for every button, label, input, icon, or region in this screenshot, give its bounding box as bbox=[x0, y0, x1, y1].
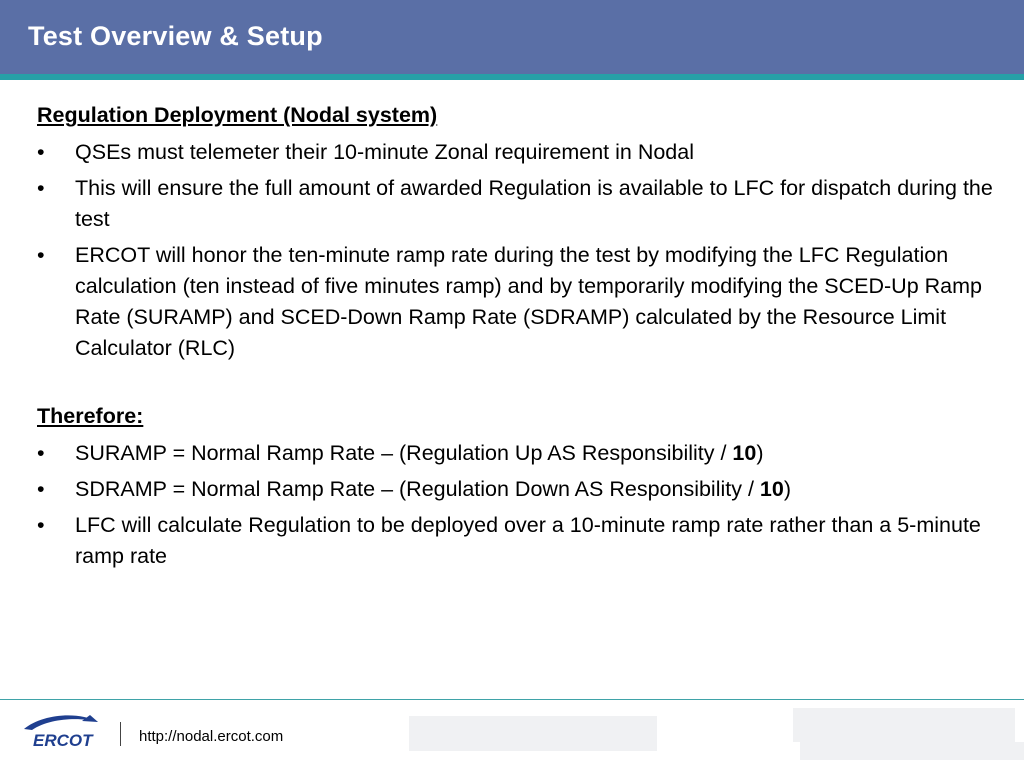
title-bar bbox=[0, 0, 1024, 74]
suramp-formula-text: SURAMP = Normal Ramp Rate – (Regulation Up AS Responsibility / bbox=[75, 441, 733, 465]
bullet-list-therefore bbox=[37, 438, 997, 572]
bullet-dot: • bbox=[37, 243, 45, 267]
bullet-text: ERCOT will honor the ten-minute ramp rate during the test by modifying the LFC Regulation calculation (ten instead of five minutes ramp) and by temporarily modifying the SCED-Up Ramp Rate (SURAMP) and SCED-Down Ramp Rate (SDRAMP) calculated by the Resource Limit Calculator (RLC) bbox=[75, 243, 982, 360]
footer-url[interactable]: http://nodal.ercot.com bbox=[139, 728, 284, 745]
sdramp-close-paren: ) bbox=[783, 477, 791, 501]
slide-title: Test Overview & Setup bbox=[28, 21, 323, 51]
suramp-close-paren: ) bbox=[756, 441, 764, 465]
sdramp-formula-text: SDRAMP = Normal Ramp Rate – (Regulation Down AS Responsibility / bbox=[75, 477, 760, 501]
bullet-text: This will ensure the full amount of awarded Regulation is available to LFC for dispatch during the test bbox=[75, 176, 993, 231]
sdramp-divisor: 10 bbox=[759, 477, 784, 501]
footer-placeholder-box bbox=[409, 716, 657, 751]
bullet-list-regulation bbox=[37, 137, 997, 364]
bullet-item bbox=[37, 240, 997, 364]
footer-placeholder-box bbox=[800, 742, 1024, 760]
bullet-dot: • bbox=[37, 176, 45, 200]
logo-text: ERCOT bbox=[33, 731, 93, 750]
bullet-text: LFC will calculate Regulation to be deployed over a 10-minute ramp rate rather than a 5-minute ramp rate bbox=[75, 513, 981, 568]
section-gap bbox=[37, 369, 997, 403]
bullet-dot: • bbox=[37, 477, 45, 501]
footer-separator bbox=[120, 722, 121, 746]
ercot-logo bbox=[20, 712, 102, 752]
bullet-item-lfc bbox=[37, 510, 997, 572]
slide-content bbox=[37, 102, 997, 577]
suramp-divisor: 10 bbox=[732, 441, 757, 465]
footer-placeholder-box bbox=[793, 708, 1015, 742]
footer-rule bbox=[0, 699, 1024, 700]
title-accent-rule bbox=[0, 74, 1024, 80]
bullet-dot: • bbox=[37, 513, 45, 537]
bullet-item-sdramp bbox=[37, 474, 997, 505]
bullet-item bbox=[37, 173, 997, 235]
bullet-item bbox=[37, 137, 997, 168]
bullet-item-suramp bbox=[37, 438, 997, 469]
bullet-dot: • bbox=[37, 441, 45, 465]
section-heading-regulation-deployment: Regulation Deployment (Nodal system) bbox=[37, 103, 438, 127]
bullet-dot: • bbox=[37, 140, 45, 164]
bullet-text: QSEs must telemeter their 10-minute Zonal requirement in Nodal bbox=[75, 140, 694, 164]
section-heading-therefore: Therefore: bbox=[37, 404, 144, 428]
